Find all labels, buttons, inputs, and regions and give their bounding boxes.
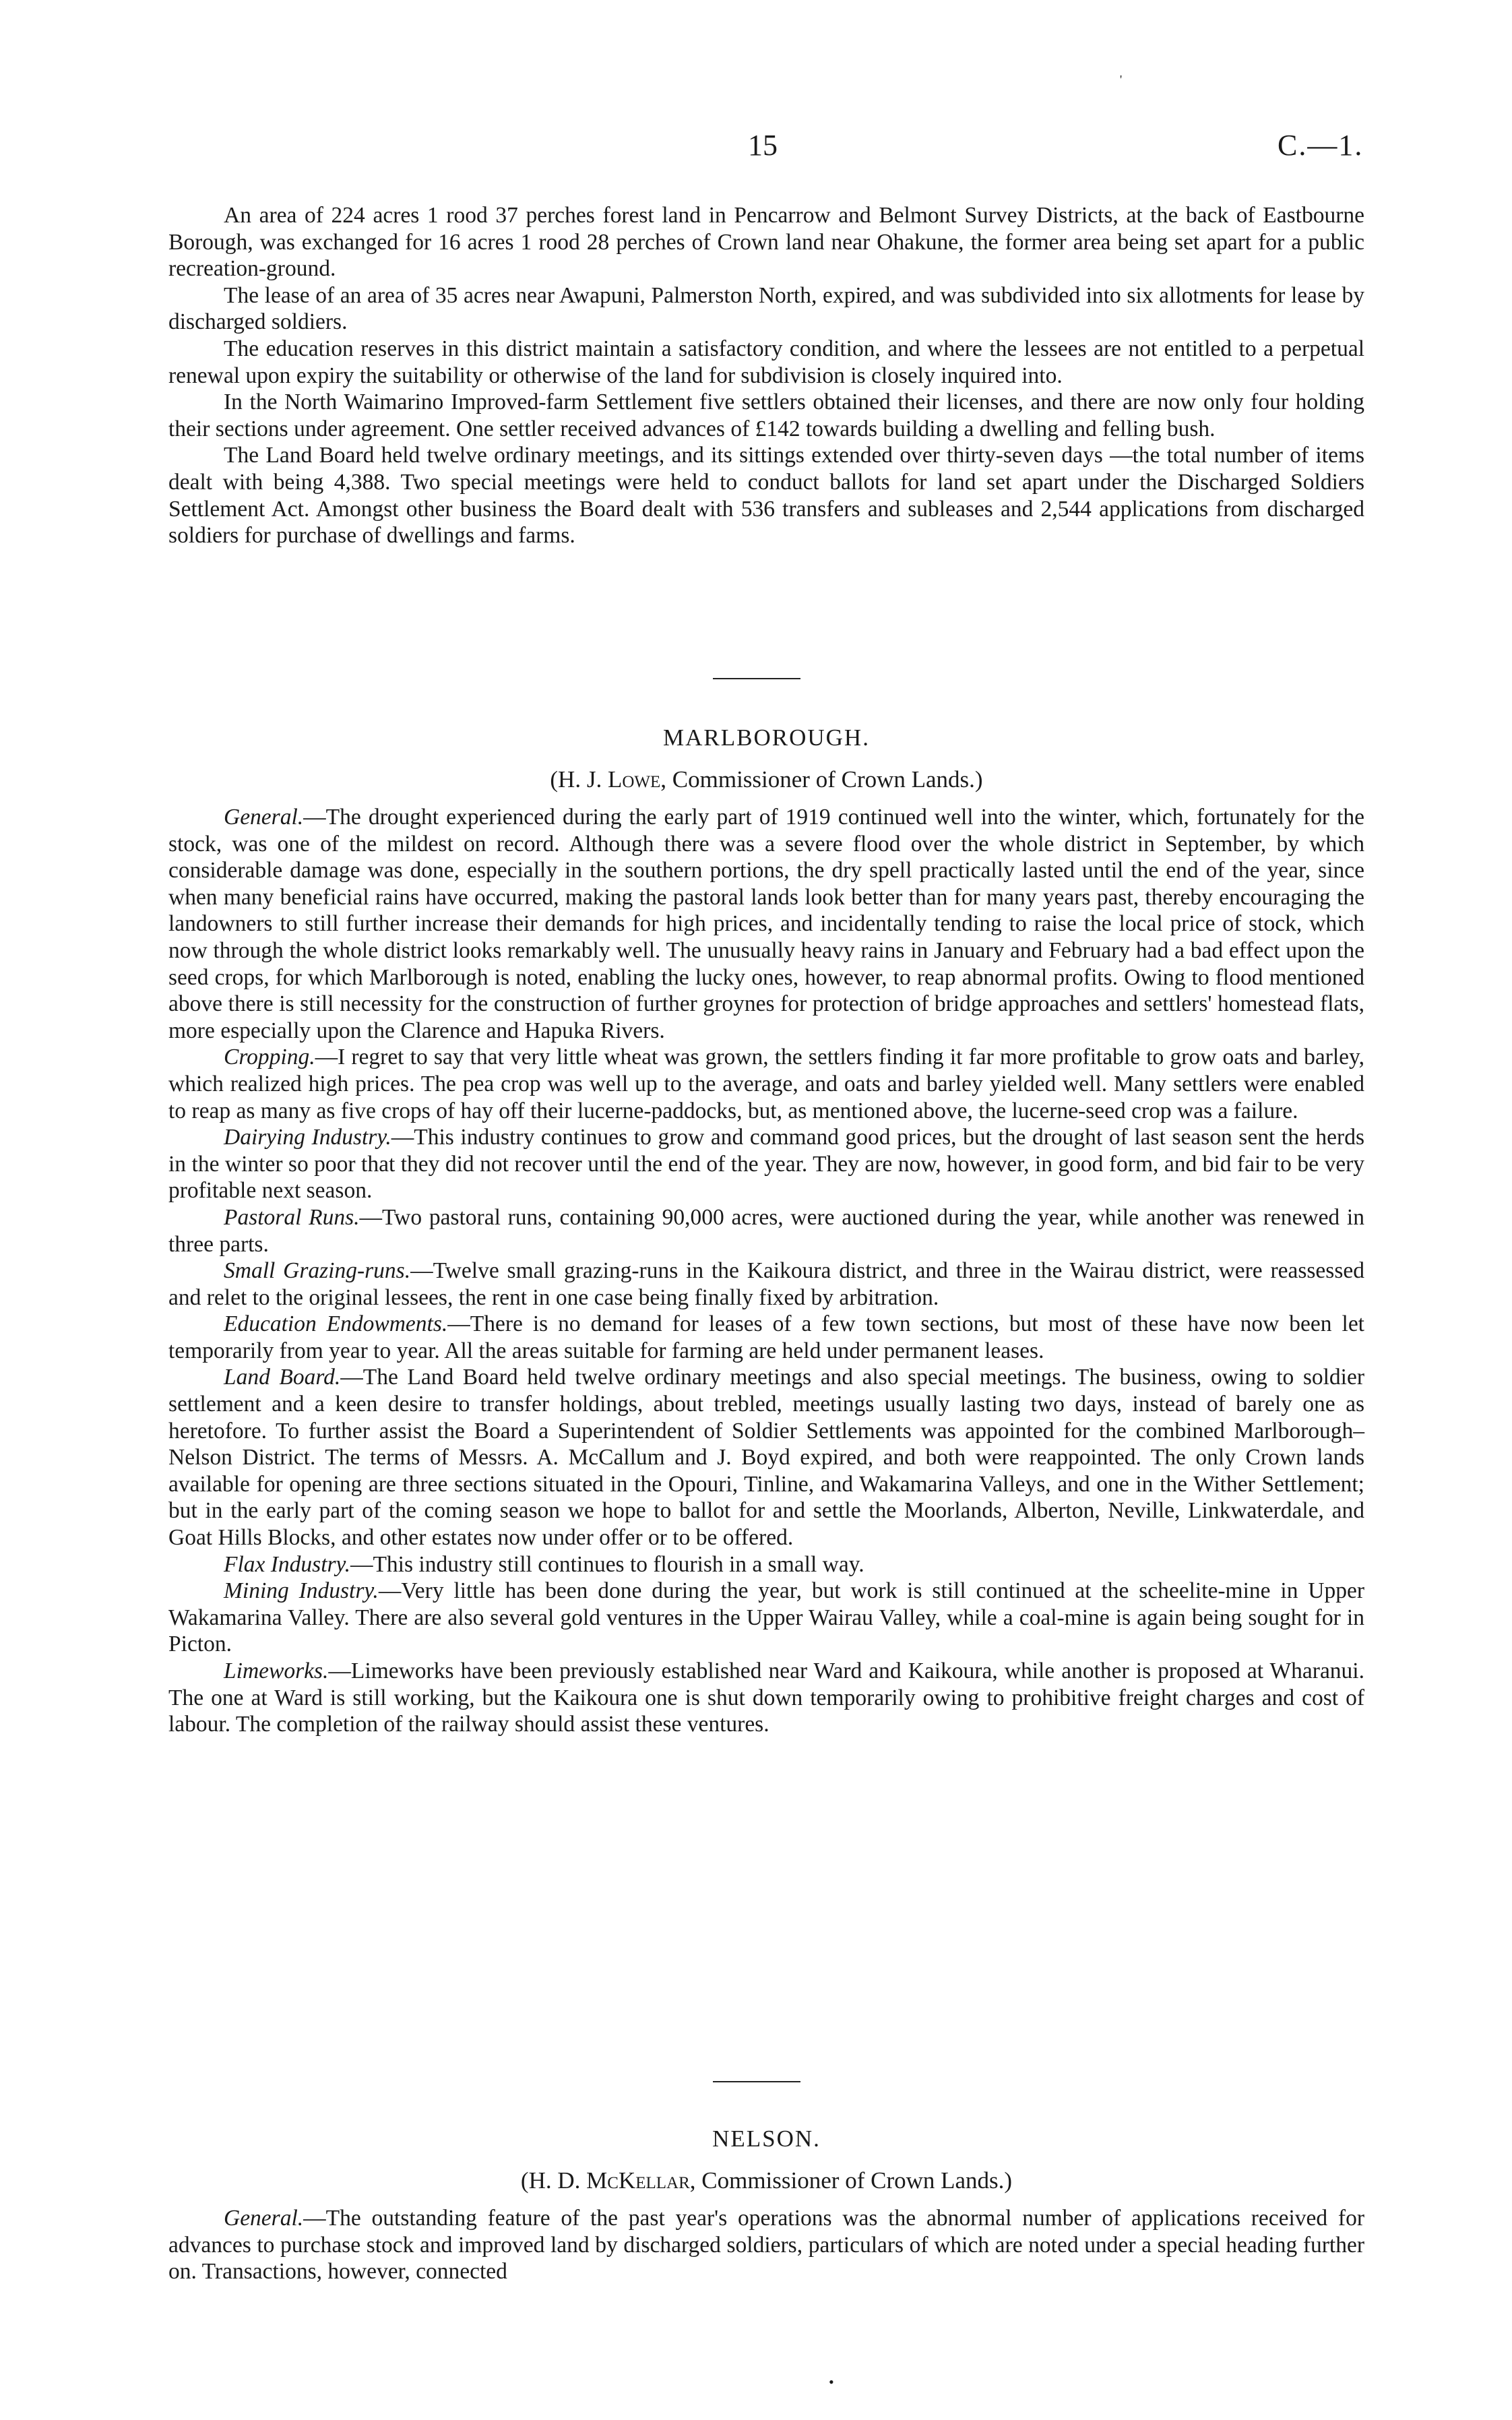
section-heading-marlborough: MARLBOROUGH. <box>663 724 870 751</box>
paragraph-label: Mining Industry. <box>224 1578 379 1604</box>
page-dot: • <box>829 2374 834 2390</box>
section-heading-nelson: NELSON. <box>712 2126 821 2152</box>
paragraph-label: Small Grazing-runs. <box>224 1258 411 1284</box>
nelson-section <box>168 2205 1364 2285</box>
paragraph: The Land Board held twelve ordinary meetings, and its sittings extended over thirty-seven days —the total number of items dealt with being 4,388. Two special meetings were held to conduct ballots for land set apart under the Discharged Soldiers Settlement Act. Amongst other business the Board dealt with 536 transfers and subleases and 2,544 applications from discharged soldiers for purchase of dwellings and farms. <box>168 443 1364 549</box>
section-divider <box>713 678 800 679</box>
paragraph-flax-industry: Flax Industry.—This industry still continues to flourish in a small way. <box>224 1551 864 1577</box>
paragraph-limeworks: Limeworks.—Limeworks have been previously established near Ward and Kaikoura, while another is proposed at Wharanui. The one at Ward is still working, but the Kaikoura one is shut down temporarily owing to prohibitive freight charges and cost of labour. The completion of the railway should assist these ventures. <box>168 1658 1364 1737</box>
paragraph-land-board: Land Board.—The Land Board held twelve ordinary meetings and also special meetings. The business, owing to soldier settlement and a keen desire to transfer holdings, about trebled, meetings usually lasting two days, instead of barely one as heretofore. To further assist the Board a Superintendent of Soldier Settlements was appointed for the combined Marlborough–Nelson District. The terms of Messrs. A. McCallum and J. Boyd expired, and both were reappointed. The only Crown lands available for opening are three sections situated in the Opouri, Tinline, and Wakamarina Valleys, and one in the Wither Settlement; but in the early part of the coming season we hope to ballot for and settle the Moorlands, Alberton, Neville, Linkwaterdale, and Goat Hills Blocks, and other estates now under offer or to be offered. <box>168 1365 1364 1551</box>
paragraph: An area of 224 acres 1 rood 37 perches forest land in Pencarrow and Belmont Survey Districts, at the back of Eastbourne Borough, was exchanged for 16 acres 1 rood 28 perches of Crown land near Ohakune, the former area being set apart for a public recreation-ground. <box>168 203 1364 282</box>
document-reference: C.—1. <box>1278 129 1364 162</box>
paragraph: The education reserves in this district maintain a satisfactory condition, and where the lessees are not entitled to a perpetual renewal upon expiry the suitability or otherwise of the land for subdivision is closely inquired into. <box>168 336 1364 388</box>
paragraph-label: Pastoral Runs. <box>224 1204 360 1230</box>
paragraph-pastoral-runs: Pastoral Runs.—Two pastoral runs, containing 90,000 acres, were auctioned during the year, while another was renewed in three parts. <box>168 1204 1364 1257</box>
paragraph-label: Cropping. <box>224 1045 315 1070</box>
paragraph-general: General.—The outstanding feature of the past year's operations was the abnormal number of applications received for advances to purchase stock and improved land by discharged soldiers, particulars of which are noted under a special heading further on. Transactions, however, connected <box>168 2206 1364 2285</box>
paragraph-label: Flax Industry. <box>224 1551 350 1577</box>
paragraph: In the North Waimarino Improved-farm Settlement five settlers obtained their licenses, and there are now only four holding their sections under agreement. One settler received advances of £142 towards building a dwelling and felling bush. <box>168 390 1364 441</box>
paragraph-label: General. <box>224 2206 304 2231</box>
paragraph-general: General.—The drought experienced during the early part of 1919 continued well into the winter, which, fortunately for the stock, was one of the mildest on record. Although there was a severe flood over the whole district in September, by which considerable damage was done, especially in the southern portions, the dry spell practically lasted until the end of the year, since when many beneficial rains have occurred, making the pastoral lands look better than for many years past, thereby encouraging the landowners to still further increase their demands for high prices, and incidentally tending to raise the local price of stock, which now through the whole district looks remarkably well. The unusually heavy rains in January and February had a bad effect upon the seed crops, for which Marlborough is noted, enabling the lucky ones, however, to reap abnormal profits. Owing to flood mentioned above there is still necessity for the construction of further groynes for protection of bridge approaches and settlers' homestead flats, more especially upon the Clarence and Hapuka Rivers. <box>168 805 1364 1043</box>
paragraph-label: Land Board. <box>224 1365 341 1390</box>
commissioner-name: McKellar <box>586 2167 690 2194</box>
margin-mark: ' <box>1120 73 1123 86</box>
paragraph-label: General. <box>224 805 304 830</box>
paragraph-small-grazing-runs: Small Grazing-runs.—Twelve small grazing-runs in the Kaikoura district, and three in the Wairau district, were reassessed and relet to the original lessees, the rent in one case being finally fixed by arbitration. <box>168 1258 1364 1310</box>
paragraph: The lease of an area of 35 acres near Awapuni, Palmerston North, expired, and was subdivided into six allotments for lease by discharged soldiers. <box>168 282 1364 335</box>
page-number: 15 <box>748 129 778 162</box>
paragraph-label: Limeworks. <box>224 1658 329 1683</box>
marlborough-section <box>168 804 1364 1738</box>
paragraph-cropping: Cropping.—I regret to say that very little wheat was grown, the settlers finding it far more profitable to grow oats and barley, which realized high prices. The pea crop was well up to the average, and oats and barley yielded well. Many settlers were enabled to reap as many as five crops of hay off their lucerne-paddocks, but, as mentioned above, the lucerne-seed crop was a failure. <box>168 1045 1364 1123</box>
paragraph-education-endowments: Education Endowments.—There is no demand for leases of a few town sections, but most of these have now been let temporarily from year to year. All the areas suitable for farming are held under permanent leases. <box>168 1311 1364 1363</box>
paragraph-mining-industry: Mining Industry.—Very little has been done during the year, but work is still continued at the scheelite-mine in Upper Wakamarina Valley. There are also several gold ventures in the Upper Wairau Valley, while a coal-mine is again being sought for in Picton. <box>168 1578 1365 1657</box>
commissioner-name: Lowe <box>607 766 661 793</box>
paragraph-label: Education Endowments. <box>224 1311 448 1337</box>
paragraph-label: Dairying Industry. <box>224 1125 391 1150</box>
paragraph-dairying: Dairying Industry.—This industry continues to grow and command good prices, but the drought of last season sent the herds in the winter so poor that they did not recover until the end of the year. They are now, however, in good form, and bid fair to be very profitable next season. <box>168 1125 1364 1204</box>
section-divider <box>713 2081 800 2082</box>
commissioner-line-marlborough: (H. J. Lowe, Commissioner of Crown Lands.) <box>550 766 983 793</box>
commissioner-line-nelson: (H. D. McKellar, Commissioner of Crown Lands.) <box>520 2167 1013 2194</box>
intro-section <box>168 202 1364 549</box>
